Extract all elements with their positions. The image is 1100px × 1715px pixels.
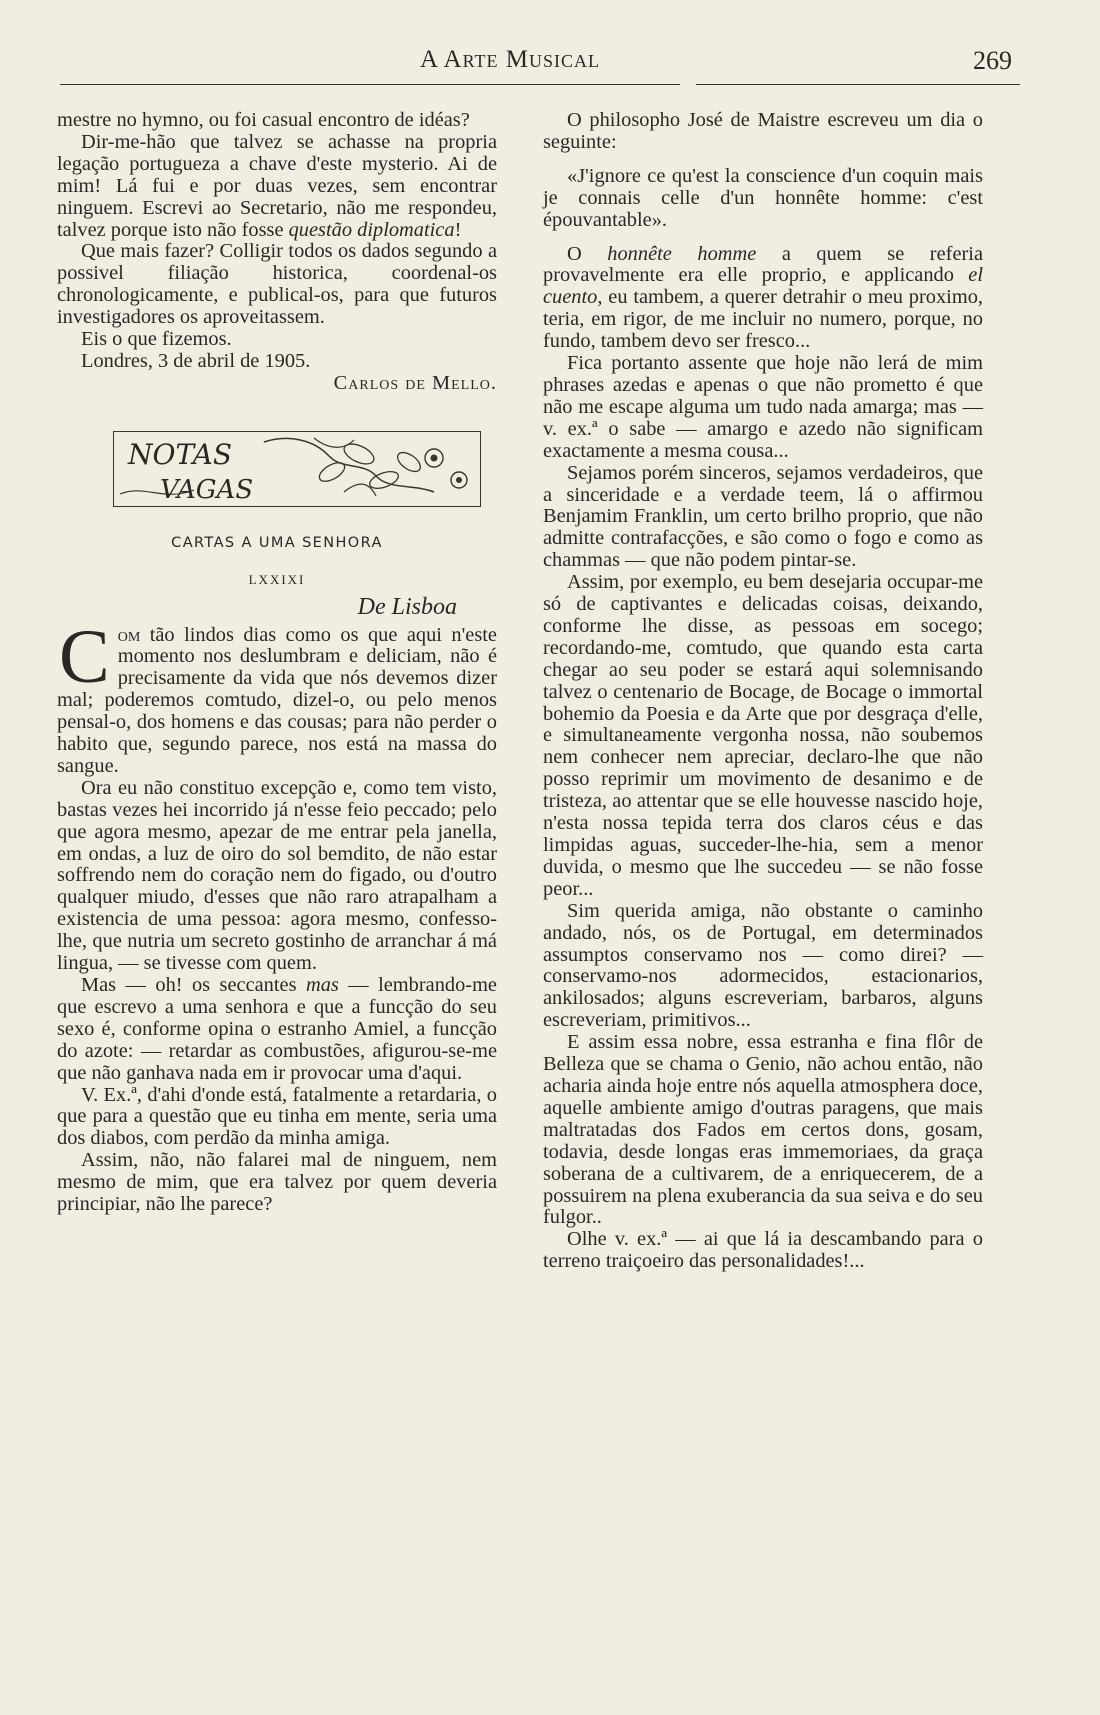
paragraph: Olhe v. ex.ª — ai que lá ia descambando para o terreno traiçoeiro das personalidades!...	[543, 1228, 983, 1273]
banner-line1: NOTAS	[128, 437, 233, 471]
right-column	[543, 110, 983, 1273]
paragraph: Sim querida amiga, não obstante o caminho andado, nós, os de Portugal, em determinados assumptos conservamo nos — como direi? — conservamo-nos adormecidos, estacionarios, ankilosados; alguns escreveriam, barbaros, alguns escreveriam, primitivos...	[543, 899, 983, 1032]
left-column	[57, 110, 497, 1216]
paragraph: mestre no hymno, ou foi casual encontro de idéas?	[57, 109, 470, 131]
letter-place: De Lisboa	[357, 593, 457, 620]
paragraph: V. Ex.ª, d'ahi d'onde está, fatalmente a retardaria, o que para a questão que eu tinha em mente, seria uma dos diabos, com perdão da minha amiga.	[57, 1083, 497, 1150]
paragraph: E assim essa nobre, essa estranha e fina flôr de Belleza que se chama o Genio, não achou então, não acharia ainda hoje entre nós aquella atmosphera doce, aquelle ambiente amigo d'outras paragens, que mais maltratadas dos Fados em certos dons, gosam, todavia, desde longas eras immemoriaes, da graça soberana de a cultivarem, de a enriquecerem, de a possuirem na plena exuberancia da sua seiva e do seu fulgor..	[543, 1031, 983, 1229]
paragraph: O honnête homme a quem se referia provavelmente era elle proprio, e applicando el cuento, eu tambem, a querer detrahir o meu proximo, teria, em rigor, de me incluir no numero, porque, no fundo, tambem devo ser fresco...	[543, 242, 983, 353]
author-signature: Carlos de Mello.	[333, 371, 497, 394]
paragraph: Mas — oh! os seccantes mas — lembrando-me que escrevo a uma senhora e que a funcção do seu sexo é, conforme opina o estranho Amiel, a funcção do azote: — retardar as combustões, afigurou-se-me que não ganhava nada em ir provocar uma d'aqui.	[57, 974, 497, 1084]
emphasis: el cuento	[543, 264, 983, 309]
emphasis: mas	[305, 974, 339, 996]
emphasis: honnête homme	[607, 242, 757, 265]
drop-cap: C	[59, 614, 110, 699]
paragraph: Assim, não, não falarei mal de ninguem, nem mesmo de mim, que era talvez por quem deveria principiar, não lhe parece?	[57, 1149, 497, 1216]
paragraph: Ora eu não constituo excepção e, como tem visto, bastas vezes hei incorrido já n'esse feio peccado; pelo que agora mesmo, apezar de me entrar pela janella, em ondas, a luz de oiro do sol bemdito, de não estar soffrendo nem do coração nem do figado, ou d'outro qualquer miudo, d'esses que não raro atrapalham a existencia de uma pessoa: agora mesmo, confesso-lhe, que nutria um secreto gostinho de arranchar á má lingua, — se tivesse com quem.	[57, 776, 497, 975]
header-rule-left	[60, 84, 680, 85]
running-title: A Arte Musical	[420, 46, 600, 73]
paragraph: Sejamos porém sinceros, sejamos verdadeiros, que a sinceridade e a verdade teem, lá o affirmou Benjamim Franklin, um certo brilho proprio, que não admitte contrafacções, e são como o fogo e como as chammas — que não podem pintar-se.	[543, 461, 983, 572]
paragraph: Eis o que fizemos.	[81, 328, 232, 351]
paragraph: Fica portanto assente que hoje não lerá de mim phrases azedas e apenas o que não prometto é que não me escape alguma um tudo nada amarga; mas — v. ex.ª o sabe — amargo e azedo não significam exactamente a mesma cousa...	[543, 352, 983, 462]
floral-ornament-icon	[114, 432, 480, 506]
section-title: CARTAS A UMA SENHORA	[171, 534, 383, 551]
letter-number: LXXIXI	[248, 571, 306, 587]
header-rule-right	[696, 84, 1020, 85]
dateline: Londres, 3 de abril de 1905.	[81, 349, 311, 372]
page-header	[60, 40, 1020, 90]
notas-vagas-banner	[113, 431, 481, 507]
banner-line2: VAGAS	[160, 474, 254, 505]
paragraph: om tão lindos dias como os que aqui n'este momento nos deslumbram e deliciam, não é precisamente da vida que nós devemos dizer mal; poderemos comtudo, dizel-o, ou pelo menos pensal-o, dos homens e das cousas; para não perder o habito que, segundo parece, nos está na massa do sangue.	[57, 623, 497, 777]
paragraph: Que mais fazer? Colligir todos os dados segundo a possivel filiação historica, coordenal-os chronologicamente, e publical-os, para que futuros investigadores os aproveitassem.	[57, 240, 497, 329]
emphasis: questão diplomatica	[288, 218, 455, 241]
letter-body	[57, 614, 497, 1216]
paragraph: Dir-me-hão que talvez se achasse na propria legação portugueza a chave d'este mysterio. Ai de mim! Lá fui e por duas vezes, sem encontrar ninguem. Escrevi ao Secretario, não me respondeu, talvez porque isto não fosse questão diplomatica!	[57, 130, 497, 241]
quotation: «J'ignore ce qu'est la conscience d'un coquin mais je connais celle d'un honnête homme: c'est épouvantable».	[543, 164, 983, 231]
paragraph: O philosopho José de Maistre escreveu um dia o seguinte:	[543, 109, 983, 153]
page-number: 269	[973, 46, 1012, 75]
paragraph: Assim, por exemplo, eu bem desejaria occupar-me só de captivantes e delicadas coisas, deixando, conforme lhe disse, as pessoas em socego; recordando-me, comtudo, que quando esta carta chegar ao seu poder se estará aqui solemnisando talvez o centenario de Bocage, de Bocage o immortal bohemio da Poesia e da Arte que por desgraça d'elle, e simultaneamente vergonha nossa, não soubemos nem conhecer nem apreciar, declaro-lhe que não posso reprimir um movimento de desanimo e de tristeza, ao attentar que se elle houvesse nascido hoje, n'esta nossa tepida terra dos claros céus e das limpidas aguas, succeder-lhe-hia, sem a menor duvida, o mesmo que lhe succedeu — se não fosse peor...	[543, 571, 983, 900]
